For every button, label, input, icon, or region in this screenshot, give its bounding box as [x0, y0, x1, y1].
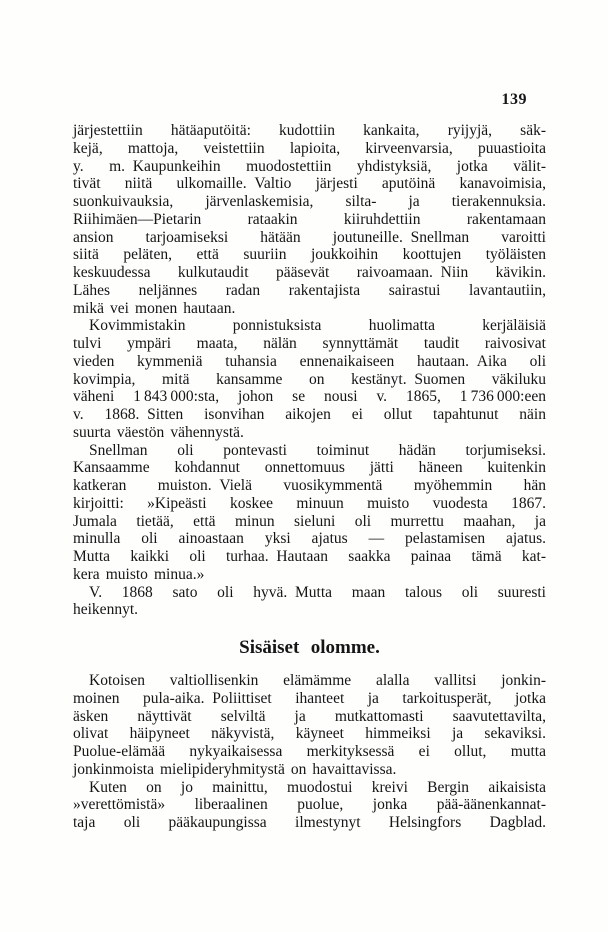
text-block	[73, 122, 546, 832]
text-line: Mutta kaikki oli turhaa. Hautaan saakka painaa tämä kat-	[73, 548, 546, 565]
text-line: Kuten on jo mainittu, muodostui kreivi Bergin aikaisista	[89, 778, 546, 796]
text-line: Jumala tietää, että minun sieluni oli murrettu maahan, ja	[73, 512, 546, 530]
text-line: suurta väestön vähennystä.	[73, 423, 244, 441]
text-line: siitä peläten, että suuriin joukkoihin koottujen työläisten	[73, 246, 546, 264]
text-line: Snellman oli pontevasti toiminut hädän torjumiseksi.	[89, 441, 546, 459]
page-number: 139	[501, 91, 527, 108]
text-line: V. 1868 sato oli hyvä. Mutta maan talous oli suuresti	[89, 583, 546, 601]
paragraph	[73, 442, 546, 584]
paragraph	[73, 672, 546, 779]
text-line: Kansaamme kohdannut onnettomuus jätti häneen kuitenkin	[73, 459, 546, 477]
paragraph	[73, 584, 546, 620]
text-line: ansion tarjoamiseksi hätään joutuneille. Snellman varoitti	[73, 228, 546, 246]
text-line: taja oli pääkaupungissa ilmestynyt Helsingfors Dagblad.	[73, 814, 546, 831]
text-line: y. m. Kaupunkeihin muodostettiin yhdistyksiä, jotka välit-	[73, 157, 546, 175]
text-line: kovimpia, mitä kansamme on kestänyt. Suomen väkiluku	[73, 370, 546, 388]
paragraph	[73, 779, 546, 832]
section-heading: Sisäiset olomme.	[239, 637, 380, 658]
text-line: kirjoitti: »Kipeästi koskee minuun muisto vuodesta 1867.	[73, 494, 546, 512]
text-line: v. 1868. Sitten isonvihan aikojen ei ollut tapahtunut näin	[73, 406, 546, 423]
text-line: Riihimäen—Pietarin rataakin kiiruhdettiin rakentamaan	[73, 210, 546, 228]
text-line: suonkuivauksia, järvenlaskemisia, silta- ja tierakennuksia.	[73, 193, 546, 210]
text-line: kera muisto minua.»	[73, 565, 205, 583]
text-line: tulvi ympäri maata, nälän synnyttämät taudit raivosivat	[73, 335, 546, 352]
text-line: keskuudessa kulkutaudit pääsevät raivoamaan. Niin kävikin.	[73, 264, 546, 281]
text-line: Kovimmistakin ponnistuksista huolimatta kerjäläisiä	[89, 317, 546, 335]
text-line: minulla oli ainoastaan yksi ajatus — pelastamisen ajatus.	[73, 530, 546, 548]
text-line: »verettömistä» liberaalinen puolue, jonka pää-äänenkannat-	[73, 796, 546, 814]
text-line: tivät niitä ulkomaille. Valtio järjesti aputöinä kanavoimisia,	[73, 175, 546, 193]
text-line: vieden kymmeniä tuhansia ennenaikaiseen hautaan. Aika oli	[73, 352, 546, 370]
text-line: Lähes neljännes radan rakentajista sairastui lavantautiin,	[73, 281, 546, 299]
text-line: heikennyt.	[73, 601, 138, 619]
text-line: mikä vei monen hautaan.	[73, 299, 236, 317]
text-line: Puolue-elämää nykyaikaisessa merkityksessä ei ollut, mutta	[73, 743, 546, 760]
paragraph	[73, 122, 546, 317]
text-line: moinen pula-aika. Poliittiset ihanteet ja tarkoitusperät, jotka	[73, 689, 546, 707]
text-line: katkeran muiston. Vielä vuosikymmentä myöhemmin hän	[73, 477, 546, 494]
text-line: väheni 1 843 000:sta, johon se nousi v. 1865, 1 736 000:een	[73, 388, 546, 406]
text-line: äsken näyttivät selviltä ja mutkattomasti saavutettavilta,	[73, 707, 546, 725]
text-line: järjestettiin hätäaputöitä: kudottiin kankaita, ryijyjä, säk-	[73, 122, 546, 139]
text-line: kejä, mattoja, veistettiin lapioita, kirveenvarsia, puuastioita	[73, 139, 546, 157]
text-line: Kotoisen valtiollisenkin elämämme alalla vallitsi jonkin-	[89, 672, 546, 689]
paragraph	[73, 317, 546, 441]
text-line: olivat häipyneet näkyvistä, käyneet himmeiksi ja sekaviksi.	[73, 725, 546, 743]
text-line: jonkinmoista mielipideryhmitystä on havaittavissa.	[73, 760, 397, 778]
